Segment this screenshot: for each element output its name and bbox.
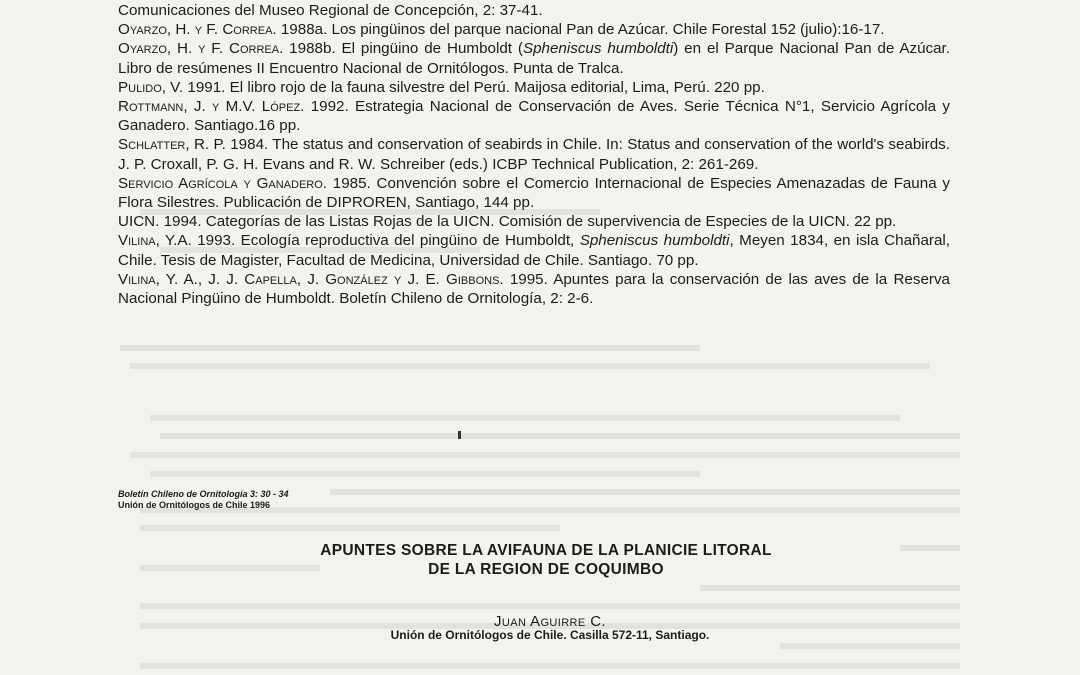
reference-entry — [118, 231, 950, 269]
reference-entry — [118, 135, 950, 173]
reference-text: , Meyen 1834, en isla Chañaral, Chile. Tesis de Magister, Facultad de Medicina, Universidad de Chile. Santiago. 70 pp. — [118, 232, 951, 269]
reference-text: ) en el Parque Nacional Pan de Azúcar. Libro de resúmenes II Encuentro Nacional de Ornitólogos. Punta de Tralca. — [118, 40, 950, 77]
reference-entry — [118, 78, 950, 97]
species-name: Spheniscus humboldti — [522, 40, 674, 58]
reference-author: Servicio Agrícola y Ganadero. — [118, 174, 328, 192]
reference-text: 1984. The status and conservation of seabirds in Chile. In: Status and conservation of the world's seabirds. J. P. Croxall, P. G. H. Evans and R. W. Schreiber (eds.) ICBP Technical Publication, 2: 261-269. — [118, 136, 950, 173]
reference-entry — [118, 97, 950, 135]
article-title-line2: DE LA REGION DE COQUIMBO — [428, 560, 664, 578]
reference-entry — [118, 212, 950, 231]
reference-list — [118, 0, 950, 308]
reference-author: Vilina, Y.A. — [118, 232, 192, 250]
reference-text: 1993. Ecología reproductiva del pingüino de Humboldt, — [191, 232, 580, 250]
reference-author: UICN. — [118, 213, 160, 231]
reference-author: Oyarzo, H. y F. Correa. — [118, 21, 277, 39]
reference-text: 1985. Convención sobre el Comercio Internacional de Especies Amenazadas de Fauna y Flora Silestres. Publicación de DIPROREN, Santiago, 144 pp. — [118, 174, 950, 212]
species-name: Spheniscus humboldti — [579, 232, 730, 250]
ink-speck — [458, 431, 461, 439]
reference-text: 1995. Apuntes para la conservación de las aves de la Reserva Nacional Pingüino de Humboldt. Boletín Chileno de Ornitología, 2: 2-6. — [118, 270, 950, 308]
reference-text: 1988a. Los pingüinos del parque nacional Pan de Azúcar. Chile Forestal 152 (julio):16-17. — [276, 21, 885, 39]
publisher-line: Unión de Ornitólogos de Chile 1996 — [118, 500, 271, 510]
journal-citation: Boletín Chileno de Ornitología 3: 30 - 34 — [118, 489, 289, 499]
reference-text: 1994. Categorías de las Listas Rojas de la UICN. Comisión de supervivencia de Especies de la UICN. 22 pp. — [159, 213, 897, 231]
reference-entry-continuation — [118, 1, 950, 20]
reference-text: 1991. El libro rojo de la fauna silvestre del Perú. Maijosa editorial, Lima, Perú. 220 pp. — [183, 78, 765, 96]
article-author: Juan Aguirre C. — [493, 613, 607, 630]
reference-entry — [118, 20, 950, 39]
article-title-line1: APUNTES SOBRE LA AVIFAUNA DE LA PLANICIE LITORAL — [320, 542, 772, 559]
reference-entry — [118, 39, 950, 77]
reference-author: Schlatter, R. P. — [118, 136, 226, 154]
reference-text: 1992. Estrategia Nacional de Conservación de Aves. Serie Técnica N°1, Servicio Agrícola y Ganadero. Santiago.16 pp. — [118, 98, 950, 135]
reference-author: Rottmann, J. y M.V. López. — [118, 98, 305, 116]
reference-author: Oyarzo, H. y F. Correa. — [118, 40, 284, 58]
reference-entry — [118, 270, 950, 308]
reference-text: Comunicaciones del Museo Regional de Concepción, 2: 37-41. — [118, 2, 543, 19]
reference-author: Pulido, V. — [118, 78, 184, 96]
journal-footer — [118, 489, 289, 511]
article-title — [196, 542, 896, 579]
reference-author: Vilina, Y. A., J. J. Capella, J. González y J. E. Gibbons. — [118, 270, 504, 288]
author-affiliation: Unión de Ornitólogos de Chile. Casilla 572-11, Santiago. — [390, 628, 710, 642]
reference-entry — [118, 174, 950, 212]
reference-text: 1988b. El pingüino de Humboldt ( — [283, 40, 523, 58]
